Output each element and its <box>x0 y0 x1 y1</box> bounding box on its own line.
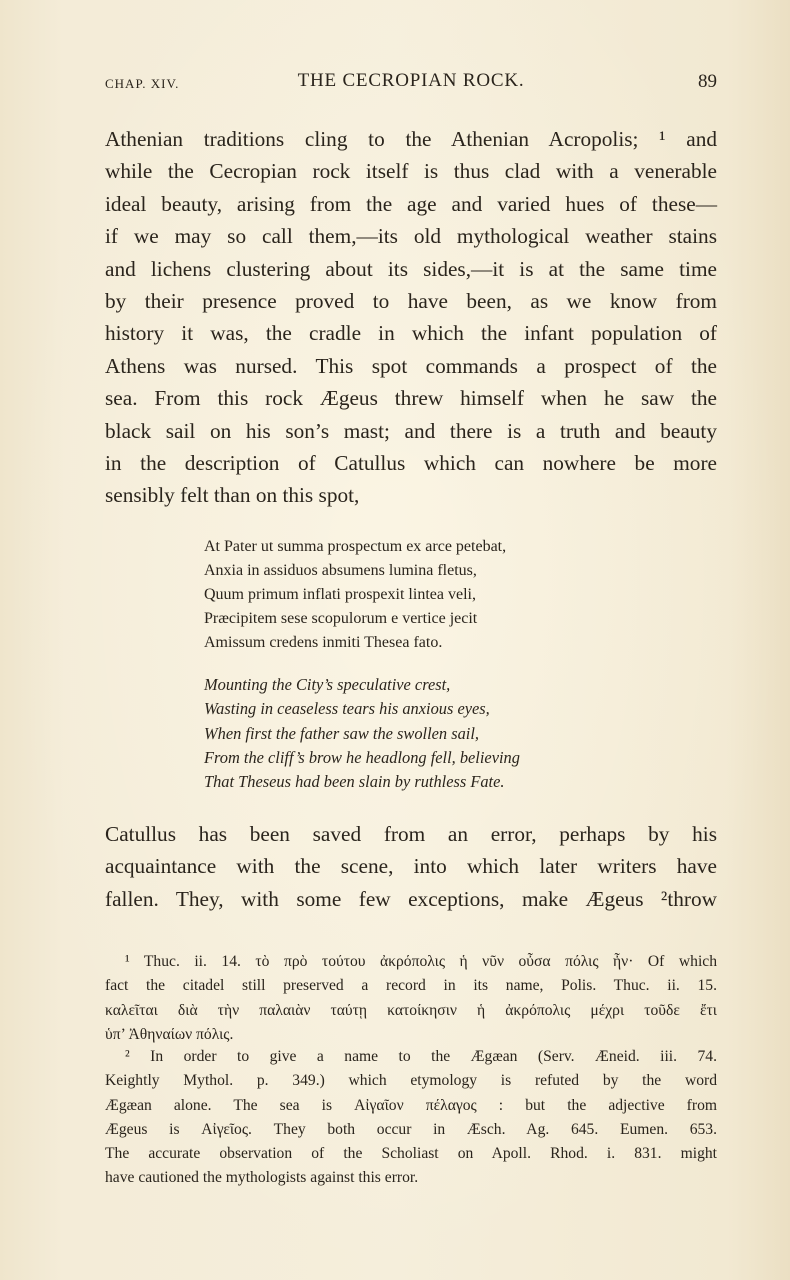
verse-line: Mounting the City’s speculative crest, <box>204 675 451 694</box>
footnote-2 <box>105 1045 717 1191</box>
text-line: ideal beauty, arising from the age and varied hues of these— <box>105 191 717 216</box>
text-line: acquaintance with the scene, into which later writers have <box>105 854 717 879</box>
text-line: in the description of Catullus which can nowhere be more <box>105 451 717 476</box>
verse-line: Wasting in ceaseless tears his anxious eyes, <box>204 699 490 719</box>
text-line: by their presence proved to have been, as we know from <box>105 289 717 314</box>
footnote-line: ὑπ’ Ἀθηναίων πόλις. <box>105 1025 234 1043</box>
verse-line: At Pater ut summa prospectum ex arce petebat, <box>204 538 507 555</box>
running-header <box>105 70 717 98</box>
latin-verse <box>204 535 664 655</box>
text-line: Athenian traditions cling to the Athenian Acropolis; ¹ and <box>105 127 717 151</box>
footnote-1 <box>105 950 717 1047</box>
continuation-paragraph <box>105 818 717 915</box>
text-line: black sail on his son’s mast; and there is a truth and beauty <box>105 418 717 443</box>
verse-line: Anxia in assiduos absumens lumina fletus, <box>204 562 477 579</box>
verse-line: From the cliff’s brow he headlong fell, believing <box>204 747 520 767</box>
footnote-line: have cautioned the mythologists against this error. <box>105 1169 419 1187</box>
footnote-line: The accurate observation of the Scholiast on Apoll. Rhod. i. 831. might <box>105 1145 717 1163</box>
footnote-line: καλεῖται διὰ τὴν παλαιὰν ταύτῃ κατοίκησιν ἡ ἀκρόπολις μέχρι τοῦδε ἔτι <box>105 1001 717 1019</box>
verse-line: Quum primum inflati prospexit lintea veli, <box>204 586 476 603</box>
verse-line: Præcipitem sese scopulorum e vertice jecit <box>204 610 478 627</box>
text-line: Athens was nursed. This spot commands a prospect of the <box>105 353 717 378</box>
footnote-line: ² In order to give a name to the Ægæan (Serv. Æneid. iii. 74. <box>125 1048 717 1065</box>
text-line: Catullus has been saved from an error, perhaps by his <box>105 822 717 846</box>
footnote-line: Keightly Mythol. p. 349.) which etymology is refuted by the word <box>105 1072 717 1090</box>
chapter-label: CHAP. XIV. <box>105 76 180 91</box>
verse-line: That Theseus had been slain by ruthless Fate. <box>204 772 505 792</box>
footnote-line: Ægæan alone. The sea is Αἰγαῖον πέλαγος : but the adjective from <box>105 1096 717 1114</box>
text-line: sea. From this rock Ægeus threw himself when he saw the <box>105 386 717 411</box>
footnote-line: Ægeus is Αἰγεῖος. They both occur in Æsch. Ag. 645. Eumen. 653. <box>105 1120 717 1138</box>
main-paragraph <box>105 123 717 512</box>
text-line: and lichens clustering about its sides,—it is at the same time <box>105 256 717 281</box>
text-line: if we may so call them,—its old mythological weather stains <box>105 224 717 249</box>
page-title: THE CECROPIAN ROCK. <box>297 70 525 91</box>
text-line: history it was, the cradle in which the infant population of <box>105 321 717 346</box>
footnote-line: fact the citadel still preserved a record in its name, Polis. Thuc. ii. 15. <box>105 977 717 995</box>
text-line: while the Cecropian rock itself is thus clad with a venerable <box>105 159 717 184</box>
verse-line: Amissum credens inmiti Thesea fato. <box>204 634 443 651</box>
verse-line: When first the father saw the swollen sail, <box>204 723 479 743</box>
english-verse <box>204 673 664 794</box>
footnote-line: ¹ Thuc. ii. 14. τὸ πρὸ τούτου ἀκρόπολις ἡ νῦν οὖσα πόλις ἦν· Of which <box>125 953 717 970</box>
text-line: sensibly felt than on this spot, <box>105 483 360 508</box>
text-line: fallen. They, with some few exceptions, make Ægeus ²throw <box>105 886 717 911</box>
page-number: 89 <box>698 71 717 92</box>
